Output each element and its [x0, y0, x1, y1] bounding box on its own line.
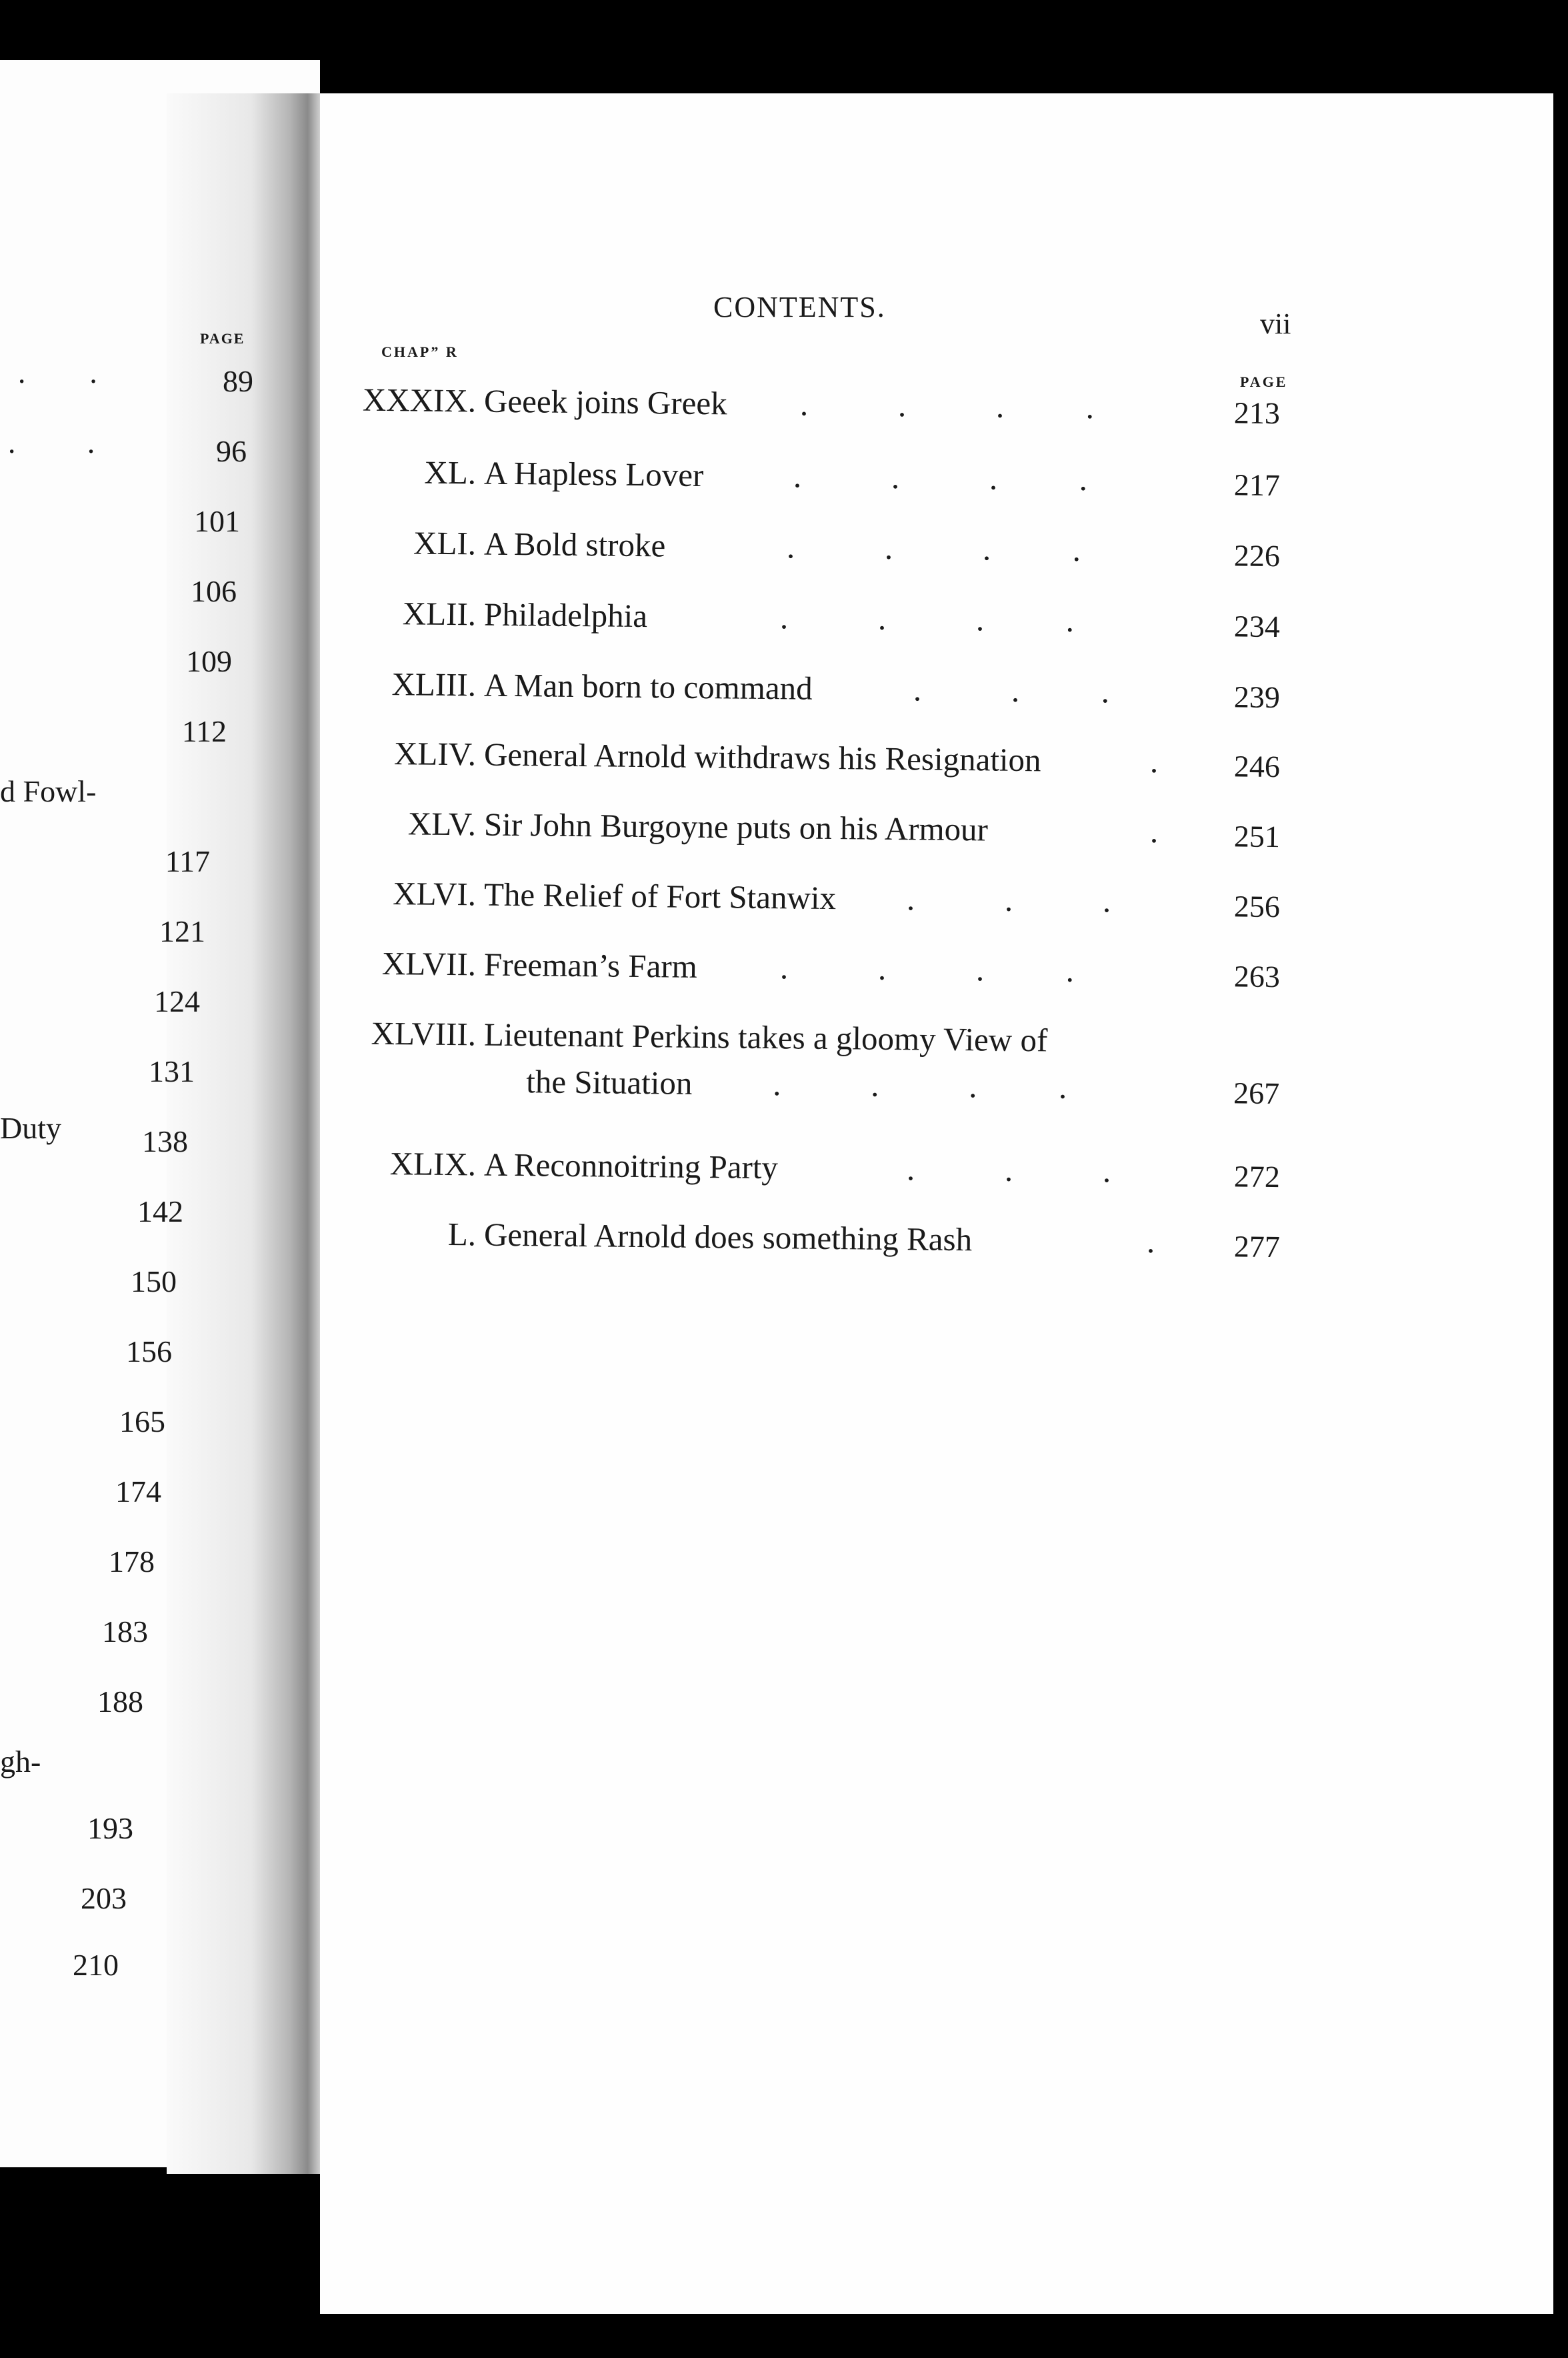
leader-dots: . . . [906, 880, 1111, 920]
leader-dots: . . . [906, 1150, 1111, 1190]
left-page-number: 121 [159, 914, 205, 948]
chapter-column-heading: CHAP” R [381, 343, 459, 360]
left-page-heading: PAGE [200, 330, 245, 347]
page-number: 246 [1233, 749, 1281, 784]
page-column-heading: PAGE [1240, 373, 1288, 390]
chapter-number: L. [447, 1216, 477, 1253]
page-number: 263 [1233, 959, 1281, 994]
leader-dots: . . . . [779, 599, 1075, 639]
left-page-number: 138 [142, 1124, 188, 1158]
page-number: 277 [1233, 1229, 1281, 1264]
chapter-number: XL. [424, 453, 477, 491]
left-page-number: 174 [115, 1474, 161, 1508]
leader-dots: . . . . [773, 1066, 1067, 1106]
left-page-number: 150 [131, 1264, 177, 1298]
left-page-number: 188 [97, 1684, 143, 1718]
leader-dots: . . . [913, 671, 1110, 710]
chapter-title: Philadelphia [483, 596, 648, 635]
left-page-number: 96 [216, 434, 247, 468]
left-page-number: 101 [194, 504, 240, 538]
chapter-title: Freeman’s Farm [483, 946, 698, 985]
page-number: 272 [1233, 1159, 1281, 1194]
chapter-title: A Bold stroke [483, 525, 666, 564]
chapter-number: XLVIII. [371, 1014, 477, 1053]
chapter-title: Geeek joins Greek [483, 382, 727, 422]
chapter-title: A Man born to command [483, 666, 813, 707]
left-page-fragment: gh- [0, 1744, 41, 1779]
chapter-number: XLIX. [389, 1145, 477, 1183]
left-page-fragment: Duty [0, 1111, 61, 1145]
chapter-title: General Arnold withdraws his Resignation [483, 736, 1041, 779]
left-page-number: 142 [137, 1194, 183, 1228]
book-gutter [167, 93, 320, 2174]
leader-dots: . . . . [799, 385, 1095, 426]
page-number: 213 [1233, 395, 1281, 431]
left-page-number: 106 [191, 574, 237, 608]
left-page-number: 193 [87, 1811, 133, 1845]
chapter-number: XLVI. [392, 875, 477, 913]
left-page-number: 165 [119, 1404, 165, 1438]
leader-dots: . . . . [793, 457, 1088, 498]
page-number: 217 [1233, 467, 1281, 503]
chapter-title: A Hapless Lover [483, 454, 704, 494]
page-number: 226 [1233, 538, 1281, 573]
left-page-number: 131 [149, 1054, 195, 1088]
chapter-title-continued: the Situation [526, 1063, 693, 1102]
chapter-title: Lieutenant Perkins takes a gloomy View of [483, 1016, 1048, 1059]
leader-dots: . . . . [786, 528, 1081, 568]
page-number: 267 [1233, 1076, 1280, 1111]
page-number: 239 [1233, 680, 1281, 715]
left-page-number: 183 [102, 1614, 148, 1648]
left-page-fragment: d Fowl- [0, 774, 97, 808]
page-number: 234 [1233, 609, 1281, 644]
chapter-number: XLV. [407, 805, 477, 843]
left-page-number: 156 [126, 1334, 172, 1368]
chapter-number: XLVII. [381, 944, 477, 983]
left-page-number: 112 [181, 714, 227, 748]
chapter-title: Sir John Burgoyne puts on his Armour [483, 806, 989, 848]
chapter-title: A Reconnoitring Party [483, 1146, 779, 1186]
page-title: CONTENTS. [713, 291, 886, 323]
left-page-number: 203 [81, 1881, 127, 1915]
page-folio: vii [1260, 307, 1291, 340]
chapter-number: XLIII. [391, 666, 477, 704]
leader-dots: . [1149, 743, 1159, 780]
left-page-number: 124 [154, 984, 200, 1018]
left-page-number: 109 [186, 644, 232, 678]
chapter-title: The Relief of Fort Stanwix [483, 876, 837, 917]
chapter-title: General Arnold does something Rash [483, 1216, 973, 1258]
left-page-number: 89 [223, 364, 253, 398]
leader-dots: . [1146, 1222, 1155, 1260]
page-number: 256 [1233, 889, 1281, 924]
left-page-number: 210 [73, 1948, 119, 1982]
chapter-number: XLII. [402, 595, 477, 633]
chapter-number: XXXIX. [362, 381, 477, 419]
left-page-number: 178 [109, 1544, 155, 1578]
page-number: 251 [1233, 819, 1281, 854]
leader-dots: · · [7, 434, 97, 468]
chapter-number: XLI. [413, 524, 477, 562]
leader-dots: . . . . [779, 949, 1075, 989]
chapter-number: XLIV. [393, 735, 477, 773]
left-page-number: 117 [165, 844, 210, 878]
leader-dots: · · [17, 364, 99, 398]
leader-dots: . [1149, 813, 1159, 850]
